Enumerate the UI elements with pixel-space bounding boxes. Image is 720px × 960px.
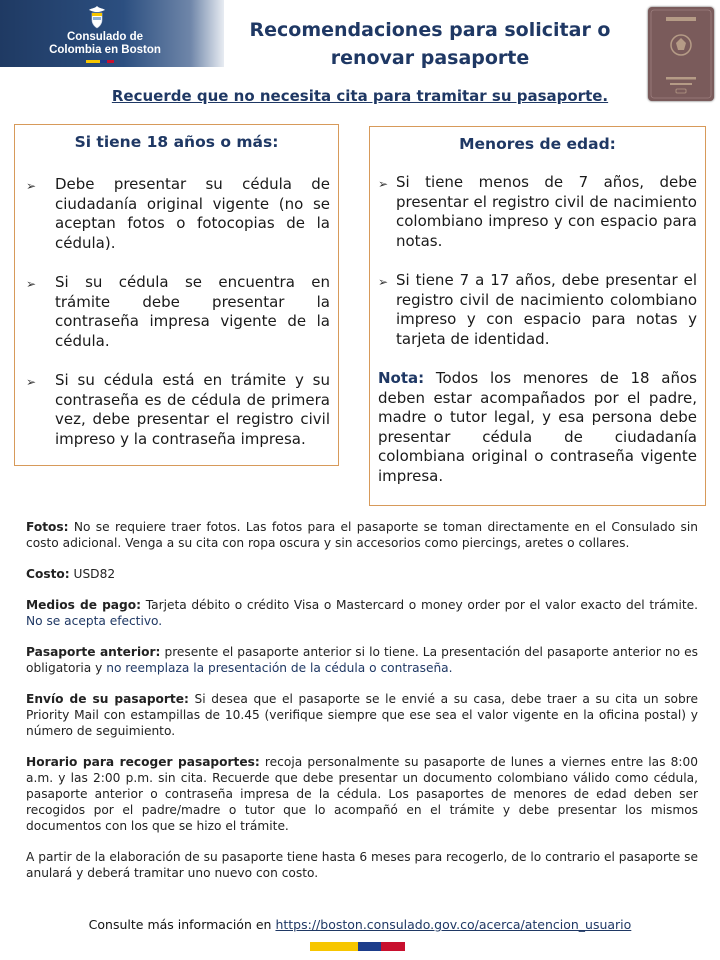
flag-stripe-icon xyxy=(86,60,114,63)
arrow-bullet-icon: ➢ xyxy=(26,277,37,291)
logo-line-2: Colombia en Boston xyxy=(49,44,161,56)
minors-title: Menores de edad: xyxy=(459,135,616,153)
flag-yellow-stripe xyxy=(310,942,358,951)
minors-requirements-box xyxy=(369,126,706,506)
footer xyxy=(0,917,720,932)
list-item: ➢ Si tiene menos de 7 años, debe presentar el registro civil de nacimiento colombiano impreso y con espacio para notas. xyxy=(378,173,697,250)
cost-paragraph: Costo: USD82 xyxy=(26,567,116,581)
information-section xyxy=(26,519,698,896)
arrow-bullet-icon: ➢ xyxy=(378,177,389,191)
payment-paragraph: Medios de pago: Tarjeta débito o crédito Visa o Mastercard o money order por el valor exacto del trámite. No se acepta efectivo. xyxy=(26,598,698,628)
list-item: ➢ Debe presentar su cédula de ciudadanía original vigente (no se aceptan fotos o fotocopias de la cédula). xyxy=(26,175,330,252)
list-item: ➢ Si tiene 7 a 17 años, debe presentar el registro civil de nacimiento colombiano impreso y con espacio para notas y tarjeta de identidad. xyxy=(378,271,697,348)
adults-title: Si tiene 18 años o más: xyxy=(74,133,279,151)
shipping-paragraph: Envío de su pasaporte: Si desea que el pasaporte se le envié a su casa, debe traer a su cita un sobre Priority Mail con estampillas de 10.45 (verifique siempre que ese sea el valor vigente en la oficina postal) y número de seguimiento. xyxy=(26,692,698,738)
flag-blue-stripe xyxy=(358,942,382,951)
photos-paragraph: Fotos: No se requiere traer fotos. Las fotos para el pasaporte se toman directamente en el Consulado sin costo adicional. Venga a su cita con ropa oscura y sin accesorios como piercings, aretes o collares. xyxy=(26,520,698,550)
adults-requirements-box xyxy=(14,124,339,466)
info-link[interactable]: https://boston.consulado.gov.co/acerca/atencion_usuario xyxy=(275,917,632,932)
arrow-bullet-icon: ➢ xyxy=(378,275,389,289)
list-item: ➢ Si su cédula está en trámite y su contraseña es de cédula de primera vez, debe presentar el registro civil impreso y la contraseña impresa. xyxy=(26,371,330,448)
flag-red-stripe xyxy=(381,942,405,951)
footer-prefix: Consulte más información en xyxy=(88,917,276,932)
coat-of-arms-icon xyxy=(84,4,110,30)
minors-note: Nota: Todos los menores de 18 años deben estar acompañados por el padre, madre o tutor legal, y esa persona debe presentar cédula de ciudadanía colombiana original o contraseña vigente impresa. xyxy=(378,369,697,485)
arrow-bullet-icon: ➢ xyxy=(26,375,37,389)
page-title: Recomendaciones para solicitar o renovar pasaporte xyxy=(249,19,611,69)
logo-line-1: Consulado de xyxy=(66,31,144,43)
consulate-logo xyxy=(0,0,224,67)
no-appointment-notice: Recuerde que no necesita cita para tramitar su pasaporte. xyxy=(111,87,609,105)
pickup-hours-paragraph: Horario para recoger pasaportes: recoja personalmente su pasaporte de lunes a viernes entre las 8:00 a.m. y las 2:00 p.m. sin cita. Recuerde que debe presentar un documento colombiano válido como cédula, pasaporte anterior o contraseña impresa de la cédula. Los pasaportes de menores de edad deben ser recogidos por el padre/madre o tutor que lo acompañó en el trámite y debe presentar los mismos documentos con los que se hizo el trámite. xyxy=(26,755,698,833)
list-item: ➢ Si su cédula se encuentra en trámite debe presentar la contraseña impresa vigente de la cédula. xyxy=(26,273,330,350)
previous-passport-paragraph: Pasaporte anterior: presente el pasaporte anterior si lo tiene. La presentación del pasaporte anterior no es obligatoria y no reemplaza la presentación de la cédula o contraseña. xyxy=(26,645,699,675)
pickup-deadline-paragraph: A partir de la elaboración de su pasaporte tiene hasta 6 meses para recogerlo, de lo contrario el pasaporte se anulará y deberá tramitar uno nuevo con costo. xyxy=(26,850,698,880)
flag-bar-icon xyxy=(310,942,405,951)
arrow-bullet-icon: ➢ xyxy=(26,179,37,193)
